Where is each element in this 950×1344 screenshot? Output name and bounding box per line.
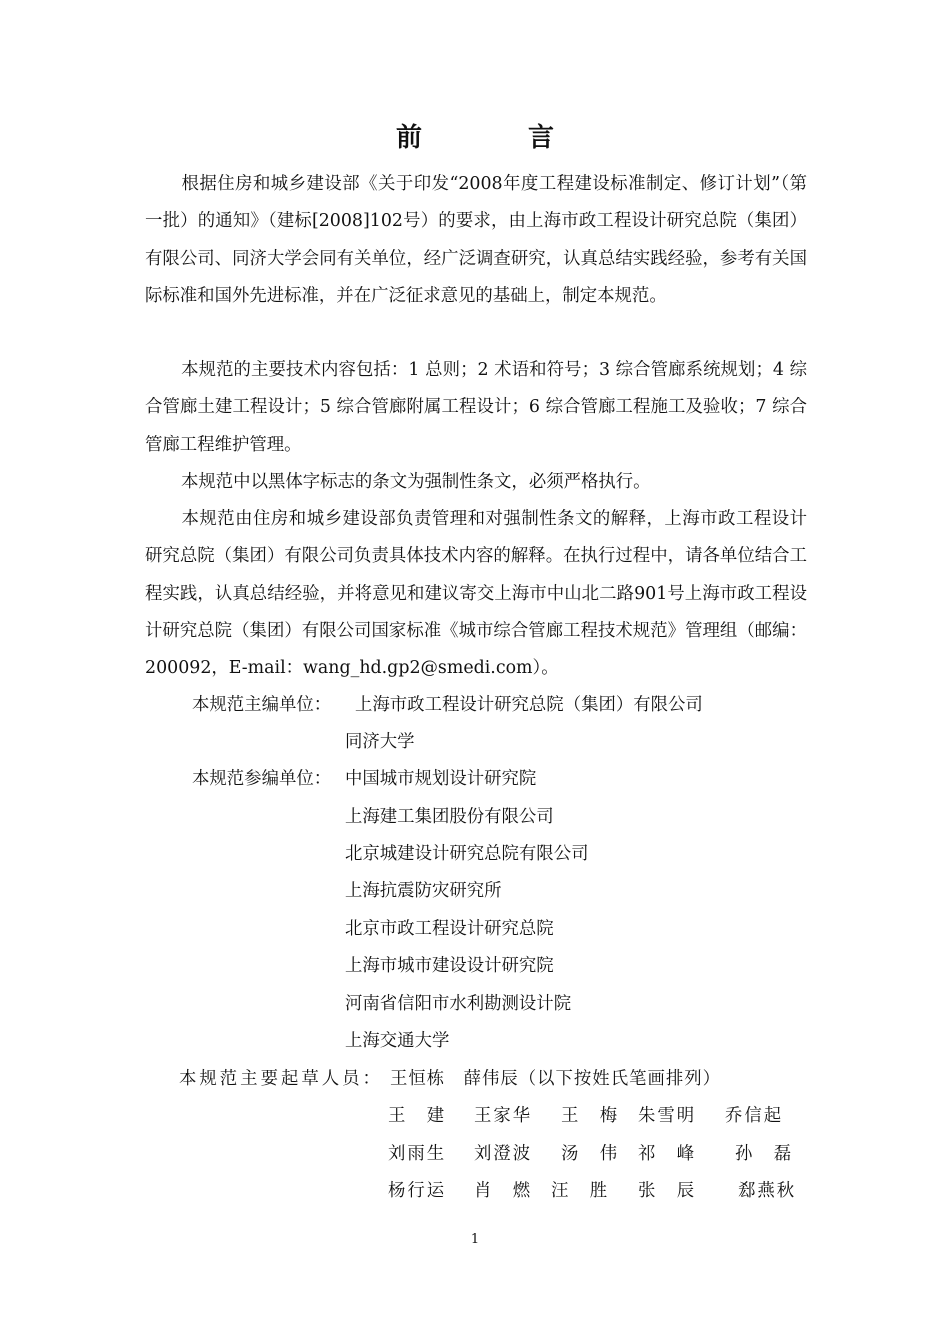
drafters-label: 本规范主要起草人员：	[179, 1069, 383, 1089]
participating-unit-item: 北京市政工程设计研究总院	[345, 919, 554, 939]
participating-units-label: 本规范参编单位：	[192, 769, 332, 789]
paragraph-management	[145, 501, 807, 687]
chief-units-label: 本规范主编单位：	[192, 695, 332, 715]
participating-unit-item: 河南省信阳市水利勘测设计院	[345, 994, 572, 1014]
paragraph-text: 根据住房和城乡建设部《关于印发“2008年度工程建设标准制定、修订计划”（第一批）的通知》（建标[2008]102号）的要求，由上海市政工程设计研究总院（集团）有限公司、同济大学会同有关单位，经广泛调查研究，认真总结实践经验，参考有关国际标准和国外先进标准，并在广泛征求意见的基础上，制定本规范。	[145, 174, 807, 306]
paragraph-mandatory	[145, 464, 807, 501]
chief-unit-item: 上海市政工程设计研究总院（集团）有限公司	[355, 695, 703, 715]
drafter-name: 郄燕秋	[738, 1181, 797, 1201]
paragraph-origin	[145, 166, 807, 315]
drafter-name: 张 辰	[638, 1181, 697, 1201]
paragraph-text: 本规范中以黑体字标志的条文为强制性条文，必须严格执行。	[181, 472, 651, 492]
drafter-name: 汪 胜	[551, 1181, 610, 1201]
drafter-name: 杨行运	[388, 1181, 447, 1201]
page-title: 前 言	[395, 123, 594, 153]
drafter-name: 王家华	[474, 1106, 533, 1126]
participating-unit-item: 中国城市规划设计研究院	[345, 769, 537, 789]
participating-unit-item: 上海交通大学	[345, 1031, 450, 1051]
page-number: 1	[470, 1232, 480, 1247]
participating-unit-item: 上海建工集团股份有限公司	[345, 807, 554, 827]
paragraph-contents	[145, 352, 807, 464]
chief-unit-item: 同济大学	[345, 732, 415, 752]
paragraph-text: 本规范的主要技术内容包括：1 总则；2 术语和符号；3 综合管廊系统规划；4 综合管廊土建工程设计；5 综合管廊附属工程设计；6 综合管廊工程施工及验收；7 综合管廊工程维护管理。	[145, 360, 807, 455]
drafters-first-line: 王恒栋 薛伟辰（以下按姓氏笔画排列）	[390, 1069, 722, 1089]
participating-unit-item: 上海抗震防灾研究所	[345, 881, 502, 901]
drafter-name: 刘雨生	[388, 1144, 447, 1164]
drafter-name: 汤 伟	[561, 1144, 620, 1164]
drafter-name: 王 梅	[561, 1106, 620, 1126]
drafter-name: 刘澄波	[474, 1144, 533, 1164]
drafter-name: 乔信起	[725, 1106, 784, 1126]
participating-unit-item: 上海市城市建设设计研究院	[345, 956, 554, 976]
drafter-name: 朱雪明	[638, 1106, 697, 1126]
drafter-name: 肖 燃	[474, 1181, 533, 1201]
participating-unit-item: 北京城建设计研究总院有限公司	[345, 844, 589, 864]
drafter-name: 祁 峰	[638, 1144, 697, 1164]
drafter-name: 孙 磊	[735, 1144, 794, 1164]
drafter-name: 王 建	[388, 1106, 447, 1126]
paragraph-text: 本规范由住房和城乡建设部负责管理和对强制性条文的解释，上海市政工程设计研究总院（集团）有限公司负责具体技术内容的解释。在执行过程中，请各单位结合工程实践，认真总结经验，并将意见和建议寄交上海市中山北二路901号上海市政工程设计研究总院（集团）有限公司国家标准《城市综合管廊工程技术规范》管理组（邮编：200092，E-mail：wang_hd.gp2@smedi.com）。	[145, 509, 807, 679]
